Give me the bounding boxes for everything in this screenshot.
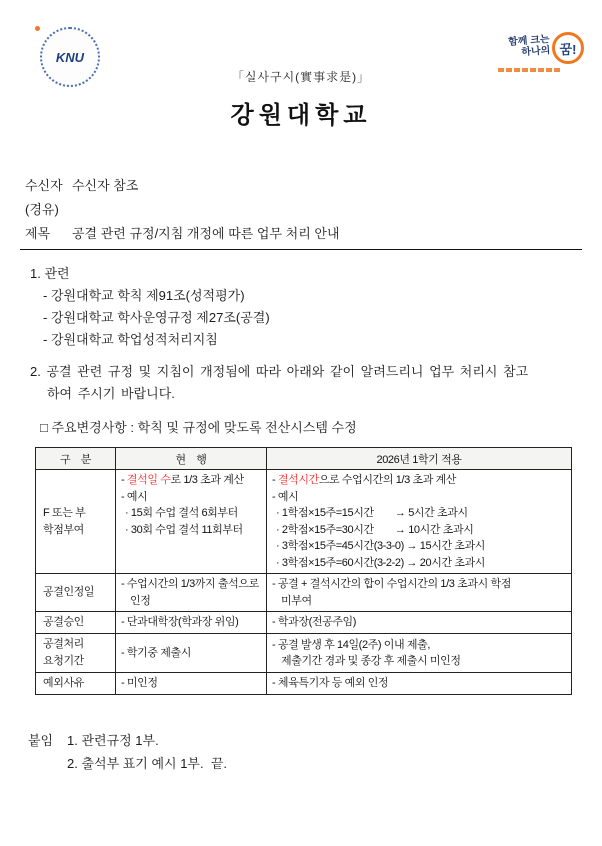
future-cell [267,612,572,634]
bullet: - [121,616,127,629]
table-row [36,612,572,634]
line-text: 2학점×15주=30시간 → 10시간 초과시 [281,523,474,536]
current-cell [116,470,267,574]
cell-line [272,637,568,654]
line-text: 체육특기자 등 예외 인정 [277,677,389,690]
bullet: - [272,616,278,629]
category-cell [36,470,116,574]
cell-line [121,472,263,489]
cell-line [121,675,263,692]
attachment-item: 1. 관련규정 1부. [67,733,159,748]
section1-list [30,285,602,351]
line-text: 15회 수업 결석 6회부터 [130,507,238,519]
table-row [36,470,572,574]
knu-university-seal-icon [40,27,100,87]
cell-line [272,555,568,572]
current-cell [116,574,267,612]
line-text: 미부여 [281,594,312,607]
category-line: F 또는 부 [43,506,86,519]
cell-line [272,675,568,692]
cell-line [272,576,568,593]
cell-line [121,645,263,662]
line-text: 로 1/3 초과 계산 [170,474,244,486]
cell-line [272,653,568,670]
slogan-dream-circle-icon [552,32,584,64]
category-line: 공결승인 [43,616,84,628]
future-cell [267,470,572,574]
subject-row [25,222,582,246]
bullet: · [276,523,282,536]
reference-item: - 강원대학교 학사운영규정 제27조(공결) [43,310,270,325]
university-name-title: 강원대학교 [230,102,372,129]
line-text: 제출기간 경과 및 종강 후 제출시 미인정 [281,655,461,667]
cell-line [121,505,263,522]
category-cell [36,673,116,695]
cell-line [121,576,263,593]
via-label: (경유) [25,202,59,217]
knu-seal-dot-icon [35,26,40,31]
cell-line [121,489,263,506]
slogan-caption-decoration [498,68,562,72]
recipient-label: 수신자 [25,178,63,193]
category-cell [36,574,116,612]
line-text: 학기중 제출시 [126,646,191,659]
line-text: 공결 발생 후 14일(2주) 이내 제출, [277,638,431,651]
slogan-line2: 하나의 [521,45,551,59]
recipient-row [25,174,582,198]
line-text: 학과장(전공주임) [277,616,357,629]
reference-item: - 강원대학교 학칙 제91조(성적평가) [43,288,245,303]
slogan-line1: 함께 크는 [507,34,550,49]
table-header-row [36,448,572,470]
red-text: 결석시간 [277,474,319,486]
future-cell [267,574,572,612]
table-row [36,574,572,612]
red-text: 결석일 수 [126,474,171,486]
change-table [35,447,572,695]
document-header [0,0,602,130]
subject-label: 제목 [25,226,51,241]
line-text: 3학점×15주=45시간(3-3-0) → 15시간 초과시 [281,540,486,552]
current-cell [116,612,267,634]
table-header-cell: 구 분 [36,448,116,470]
category-line: 예외사유 [43,677,84,689]
major-change-note: □ 주요변경사항 : 학칙 및 규정에 맞도록 전산시스템 수정 [40,420,357,435]
change-table-body [36,470,572,695]
table-row [36,673,572,695]
bullet: - [272,638,278,651]
attachments-list [67,729,227,775]
future-cell [267,673,572,695]
subject-value: 공결 관련 규정/지침 개정에 따른 업무 처리 안내 [72,226,340,241]
cell-line [272,593,568,610]
bullet: - [121,490,127,503]
section1-title: 1. 관련 [30,266,70,281]
line-text: 수업시간의 1/3까지 출석으로 [126,578,259,590]
university-slogan-logo [496,32,588,84]
category-cell [36,612,116,634]
line-text: 단과대학장(학과장 위임) [126,616,239,629]
bullet: · [276,540,282,552]
recipient-value: 수신자 참조 [72,178,139,193]
knu-seal-label: KNU [55,49,85,65]
line-text: 미인정 [126,677,158,690]
bullet: - [121,677,127,690]
notice-line2: 하여 주시기 바랍니다. [47,386,175,401]
letter-head [25,174,582,246]
bullet: · [276,507,282,519]
attachments [28,729,602,775]
cell-line [272,472,568,489]
bullet: · [276,556,282,569]
attachments-label: 붙임 [28,733,54,748]
reference-item: - 강원대학교 학업성적처리지침 [43,332,218,347]
notice-line1: 2. 공결 관련 규정 및 지침이 개정됨에 따라 아래와 같이 알려드리니 업무 처리시 참고 [30,364,529,379]
line-text: 공결 + 결석시간의 합이 수업시간의 1/3 초과시 학점 [277,578,511,590]
university-motto: 「실사구시(實事求是)」 [231,70,371,84]
bullet: · [125,523,131,536]
bullet: - [121,474,127,486]
cell-line [121,614,263,631]
current-cell [116,673,267,695]
table-header-cell: 현 행 [116,448,267,470]
bullet: · [125,507,131,519]
change-table-head [36,448,572,470]
cell-line [121,593,263,610]
slogan-text [495,34,550,60]
line-text: 예시 [277,490,299,503]
cell-line [272,538,568,555]
line-text: 3학점×15주=60시간(3-2-2) → 20시간 초과시 [281,556,486,569]
current-cell [116,634,267,673]
bullet: - [272,474,278,486]
line-text: 예시 [126,490,148,503]
cell-line [272,505,568,522]
category-line: 공결인정일 [43,586,95,598]
section-related-rules [30,263,602,351]
cell-line [272,489,568,506]
header-divider [20,249,582,250]
bullet: - [121,578,127,590]
line-text: 1학점×15주=15시간 → 5시간 초과시 [281,507,468,519]
table-header-cell: 2026년 1학기 적용 [267,448,572,470]
bullet: - [121,646,127,659]
category-line: 요청기간 [43,655,84,667]
cell-line [272,614,568,631]
table-row [36,634,572,673]
section-notice [30,361,582,405]
cell-line [272,522,568,539]
bullet: - [272,578,278,590]
bullet: - [272,677,278,690]
future-cell [267,634,572,673]
cell-line [121,522,263,539]
line-text: 인정 [130,594,151,607]
line-text: 30회 수업 결석 11회부터 [130,523,243,536]
category-line: 학점부여 [43,523,84,536]
via-row [25,198,582,222]
line-text: 으로 수업시간의 1/3 초과 계산 [318,474,457,486]
category-line: 공결처리 [43,638,84,650]
category-cell [36,634,116,673]
slogan-dream-text: 꿈! [559,41,577,57]
attachment-item: 2. 출석부 표기 예시 1부. 끝. [67,756,227,771]
bullet: - [272,490,278,503]
